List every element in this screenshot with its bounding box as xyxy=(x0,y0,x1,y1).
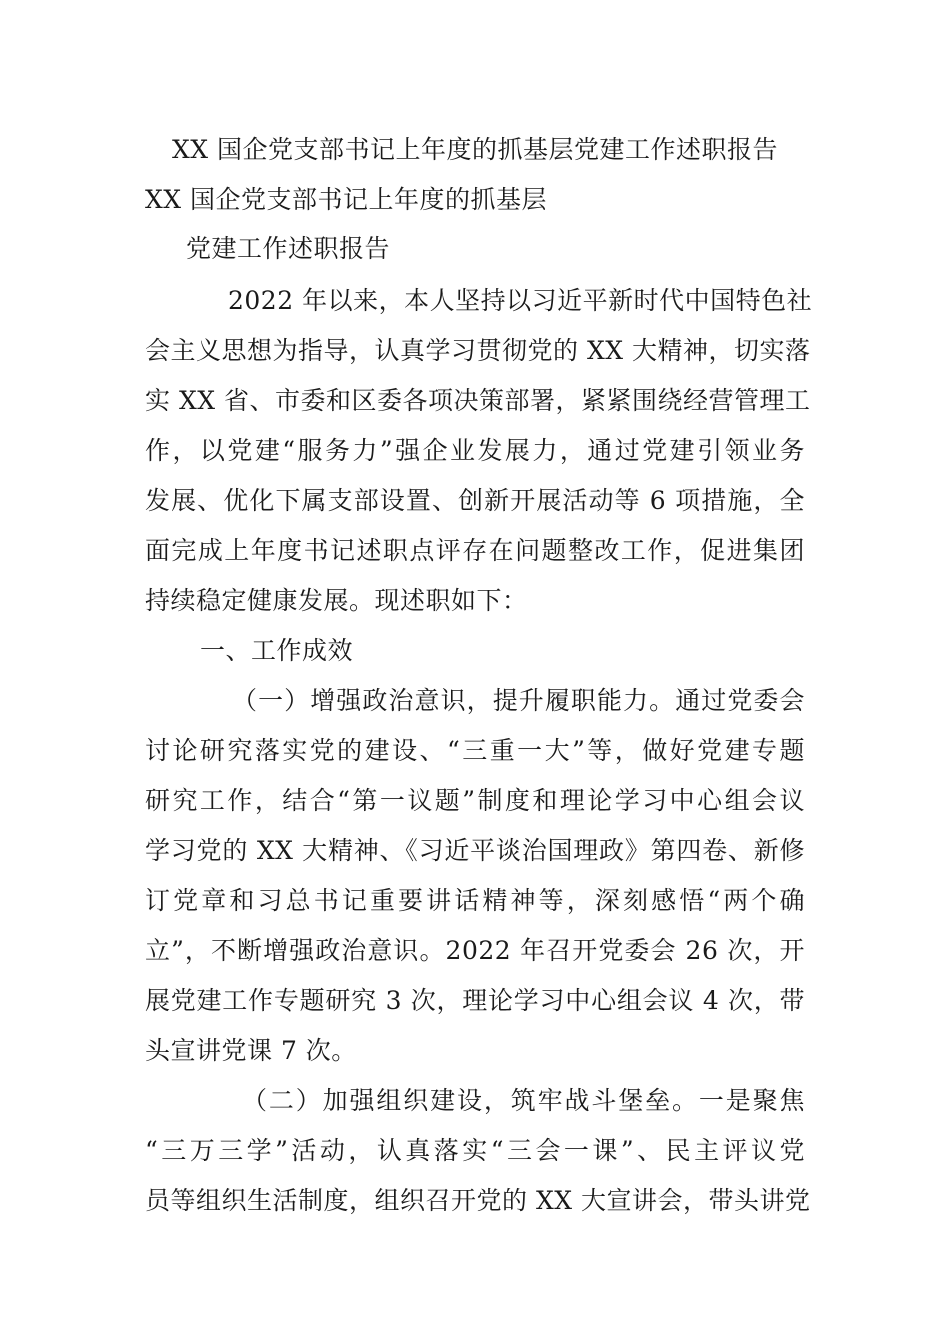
paragraph-line: 作，以党建“服务力”强企业发展力，通过党建引领业务 xyxy=(145,436,805,465)
document-heading-line1: XX 国企党支部书记上年度的抓基层 xyxy=(145,185,548,214)
paragraph-line: 讨论研究落实党的建设、“三重一大”等，做好党建专题 xyxy=(145,736,805,765)
paragraph-line: 展党建工作专题研究 3 次，理论学习中心组会议 4 次，带 xyxy=(145,986,805,1015)
paragraph-line: 立”，不断增强政治意识。2022 年召开党委会 26 次，开 xyxy=(145,936,805,965)
paragraph-line: 订党章和习总书记重要讲话精神等，深刻感悟“两个确 xyxy=(145,886,805,915)
section-heading: 一、工作成效 xyxy=(200,636,354,665)
paragraph-line: 2022 年以来，本人坚持以习近平新时代中国特色社 xyxy=(228,286,813,315)
paragraph-line: “三万三学”活动，认真落实“三会一课”、民主评议党 xyxy=(145,1136,805,1165)
paragraph-line: 头宣讲党课 7 次。 xyxy=(145,1036,357,1065)
paragraph-line: 会主义思想为指导，认真学习贯彻党的 XX 大精神，切实落 xyxy=(145,336,811,365)
paragraph-line: （一）增强政治意识，提升履职能力。通过党委会 xyxy=(232,686,805,715)
paragraph-line: 面完成上年度书记述职点评存在问题整改工作，促进集团 xyxy=(145,536,805,565)
document-heading-line2: 党建工作述职报告 xyxy=(186,234,391,263)
paragraph-line: 持续稳定健康发展。现述职如下： xyxy=(145,586,528,615)
document-title: XX 国企党支部书记上年度的抓基层党建工作述职报告 xyxy=(172,135,779,164)
paragraph-line: （二）加强组织建设，筑牢战斗堡垒。一是聚焦 xyxy=(242,1086,805,1115)
paragraph-line: 学习党的 XX 大精神、《习近平谈治国理政》第四卷、新修 xyxy=(145,836,805,865)
paragraph-line: 研究工作，结合“第一议题”制度和理论学习中心组会议 xyxy=(145,786,805,815)
paragraph-line: 员等组织生活制度，组织召开党的 XX 大宣讲会，带头讲党 xyxy=(145,1186,811,1215)
paragraph-line: 发展、优化下属支部设置、创新开展活动等 6 项措施，全 xyxy=(145,486,805,515)
paragraph-line: 实 XX 省、市委和区委各项决策部署，紧紧围绕经营管理工 xyxy=(145,386,811,415)
